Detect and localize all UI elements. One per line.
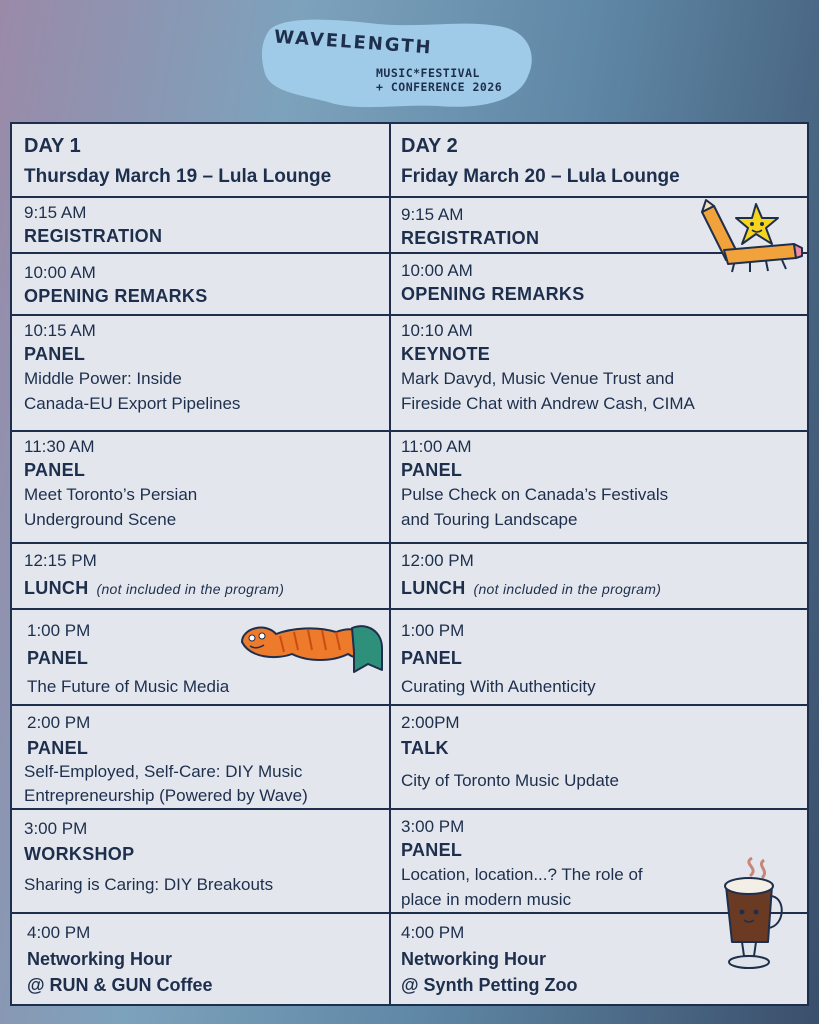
slot-time: 10:15 AM [24,321,96,340]
slot-description: Underground Scene [24,510,177,529]
worm-icon [236,618,386,678]
day1-slot [12,544,391,608]
slot-description: Meet Toronto’s Persian [24,485,198,504]
coffee-mug-icon [712,856,788,976]
slot-time: 4:00 PM [27,923,91,942]
day2-slot [391,432,807,542]
slot-location: @ RUN & GUN Coffee [27,975,213,995]
slot-type: KEYNOTE [401,344,491,364]
slot-type: PANEL [401,460,463,480]
day1-slot [12,706,391,808]
festival-logo [258,14,538,114]
slot-time: 12:00 PM [401,551,474,570]
day1-slot [12,198,391,252]
slot-description: Canada-EU Export Pipelines [24,394,241,413]
slot-description: Fireside Chat with Andrew Cash, CIMA [401,394,695,413]
slot-time: 1:00 PM [401,621,465,640]
slot-description: Self-Employed, Self-Care: DIY Music [24,762,303,781]
slot-description: The Future of Music Media [27,677,230,696]
schedule-table [10,122,809,1006]
day1-slot [12,316,391,430]
table-row [12,198,807,254]
table-row [12,432,807,544]
table-row [12,914,807,1004]
day1-slot [12,810,391,912]
header-row [12,124,807,198]
slot-description: Location, location...? The role of [401,865,643,884]
slot-type: PANEL [24,460,86,480]
day2-header [391,124,807,196]
slot-description: Mark Davyd, Music Venue Trust and [401,369,675,388]
slot-time: 10:00 AM [24,263,96,282]
slot-time: 9:15 AM [24,203,87,222]
slot-type: LUNCH [24,578,89,598]
slot-time: 12:15 PM [24,551,97,570]
brand-tagline-1: MUSIC*FESTIVAL [376,66,480,80]
slot-time: 1:00 PM [27,621,91,640]
slot-description: Curating With Authenticity [401,677,596,696]
slot-type: OPENING REMARKS [401,284,585,304]
table-row [12,254,807,316]
slot-type-row [24,576,389,601]
day1-title: DAY 1 [24,135,81,157]
pencil-star-icon [694,198,806,274]
slot-type: LUNCH [401,578,466,598]
slot-time: 4:00 PM [401,923,465,942]
day1-slot [12,432,391,542]
slot-type: Networking Hour [401,949,547,969]
table-row [12,544,807,610]
slot-time: 3:00 PM [24,819,88,838]
slot-description: Pulse Check on Canada’s Festivals [401,485,669,504]
slot-note: (not included in the program) [96,581,285,597]
day2-slot [391,316,807,430]
slot-description: Sharing is Caring: DIY Breakouts [24,875,274,894]
day1-subtitle: Thursday March 19 – Lula Lounge [24,166,332,187]
slot-time: 10:00 AM [401,261,473,280]
day1-header [12,124,391,196]
slot-description: place in modern music [401,890,572,909]
slot-type: REGISTRATION [401,228,540,248]
day2-subtitle: Friday March 20 – Lula Lounge [401,166,680,187]
day2-slot [391,706,807,808]
slot-location: @ Synth Petting Zoo [401,975,578,995]
slot-type: Networking Hour [27,949,173,969]
slot-time: 10:10 AM [401,321,473,340]
slot-time: 11:30 AM [24,437,95,456]
day2-title: DAY 2 [401,135,458,157]
slot-description: Entrepreneurship (Powered by Wave) [24,786,308,805]
slot-type-row [401,576,807,601]
slot-time: 9:15 AM [401,205,464,224]
slot-type: PANEL [27,738,89,758]
slot-description: Middle Power: Inside [24,369,182,388]
slot-time: 3:00 PM [401,817,465,836]
day1-slot [12,914,391,1004]
brand-tagline-2: + CONFERENCE 2026 [376,80,503,94]
slot-type: PANEL [24,344,86,364]
table-row [12,316,807,432]
slot-time: 2:00 PM [27,713,91,732]
slot-time: 2:00PM [401,713,460,732]
slot-type: PANEL [401,840,463,860]
slot-type: PANEL [401,648,463,668]
day2-slot [391,544,807,608]
table-row [12,810,807,914]
slot-description: and Touring Landscape [401,510,578,529]
slot-note: (not included in the program) [473,581,662,597]
slot-type: PANEL [27,648,89,668]
day2-slot [391,610,807,704]
slot-type: WORKSHOP [24,844,135,864]
table-row [12,610,807,706]
slot-time: 11:00 AM [401,437,472,456]
slot-type: REGISTRATION [24,226,163,246]
slot-type: TALK [401,738,449,758]
table-row [12,706,807,810]
brand-name: WAVELENGTH [273,26,434,59]
slot-description: City of Toronto Music Update [401,771,619,790]
slot-type: OPENING REMARKS [24,286,208,306]
day1-slot [12,254,391,314]
